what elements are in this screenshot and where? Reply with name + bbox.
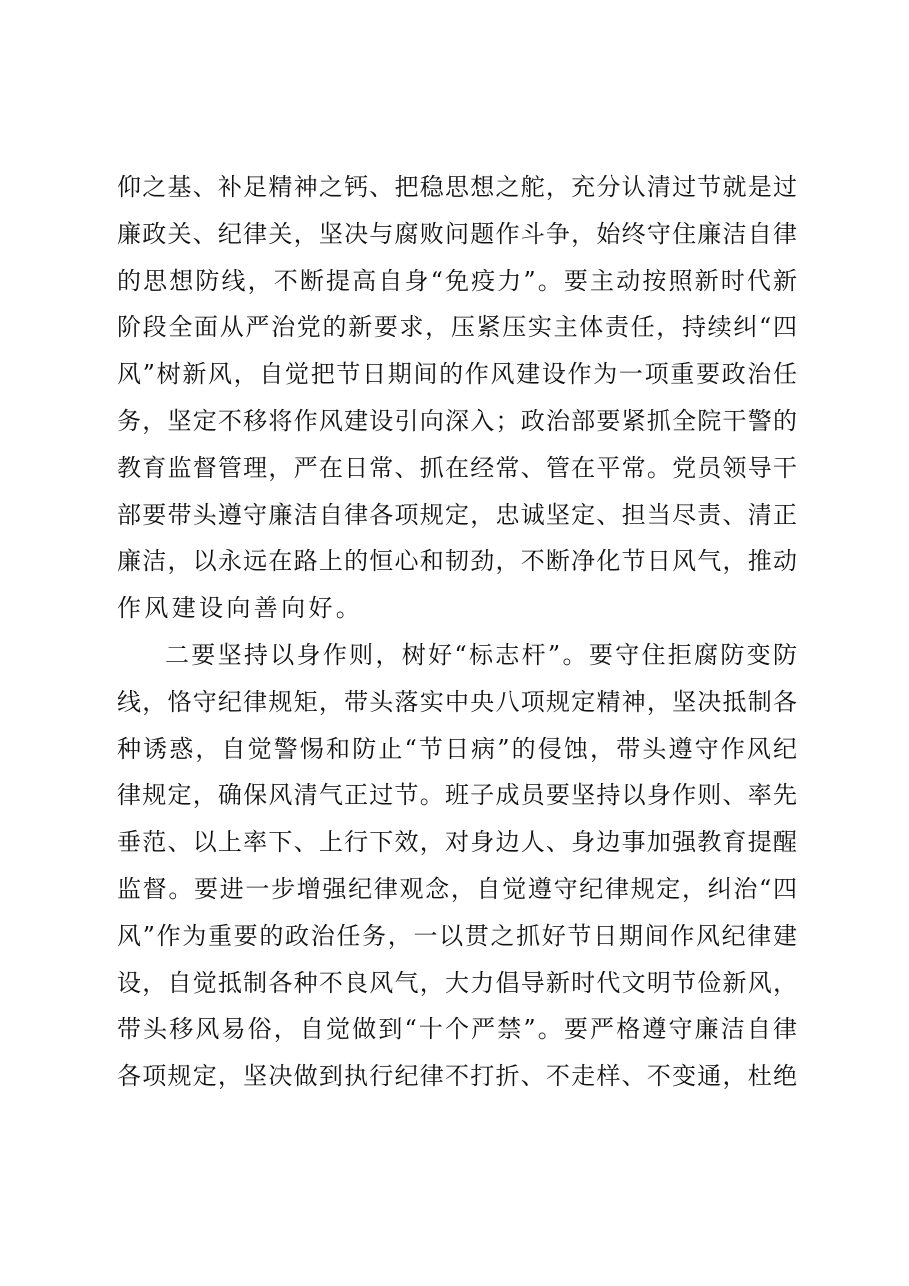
text-line: 各项规定，坚决做到执行纪律不打折、不走样、不变通，杜绝	[117, 1062, 797, 1091]
text-line: 风”树新风，自觉把节日期间的作风建设作为一项重要政治任	[117, 360, 797, 389]
text-line: 务，坚定不移将作风建设引向深入；政治部要紧抓全院干警的	[117, 406, 797, 435]
text-line: 部要带头遵守廉洁自律各项规定，忠诚坚定、担当尽责、清正	[117, 500, 797, 529]
text-line: 设，自觉抵制各种不良风气，大力倡导新时代文明节俭新风，	[117, 968, 797, 997]
text-line: 垂范、以上率下、上行下效，对身边人、身边事加强教育提醒	[117, 828, 797, 857]
text-line: 阶段全面从严治党的新要求，压紧压实主体责任，持续纠“四	[117, 313, 797, 342]
text-line: 二要坚持以身作则，树好“标志杆”。要守住拒腐防变防	[165, 640, 797, 669]
text-line: 种诱惑，自觉警惕和防止“节日病”的侵蚀，带头遵守作风纪	[117, 734, 797, 763]
text-line: 的思想防线，不断提高自身“免疫力”。要主动按照新时代新	[117, 266, 797, 295]
paragraph-1	[117, 164, 797, 632]
text-line: 教育监督管理，严在日常、抓在经常、管在平常。党员领导干	[117, 453, 797, 482]
text-line: 律规定，确保风清气正过节。班子成员要坚持以身作则、率先	[117, 781, 797, 810]
text-line: 作风建设向善向好。	[117, 594, 364, 623]
text-line: 监督。要进一步增强纪律观念，自觉遵守纪律规定，纠治“四	[117, 874, 797, 903]
text-line: 廉洁，以永远在路上的恒心和韧劲，不断净化节日风气，推动	[117, 547, 797, 576]
text-line: 廉政关、纪律关，坚决与腐败问题作斗争，始终守住廉洁自律	[117, 219, 797, 248]
text-line: 线，恪守纪律规矩，带头落实中央八项规定精神，坚决抵制各	[117, 687, 797, 716]
document-body	[117, 164, 797, 1100]
text-line: 风”作为重要的政治任务，一以贯之抓好节日期间作风纪律建	[117, 921, 797, 950]
paragraph-2	[117, 632, 797, 1100]
text-line: 仰之基、补足精神之钙、把稳思想之舵，充分认清过节就是过	[117, 173, 797, 201]
text-line: 带头移风易俗，自觉做到“十个严禁”。要严格遵守廉洁自律	[117, 1015, 797, 1044]
